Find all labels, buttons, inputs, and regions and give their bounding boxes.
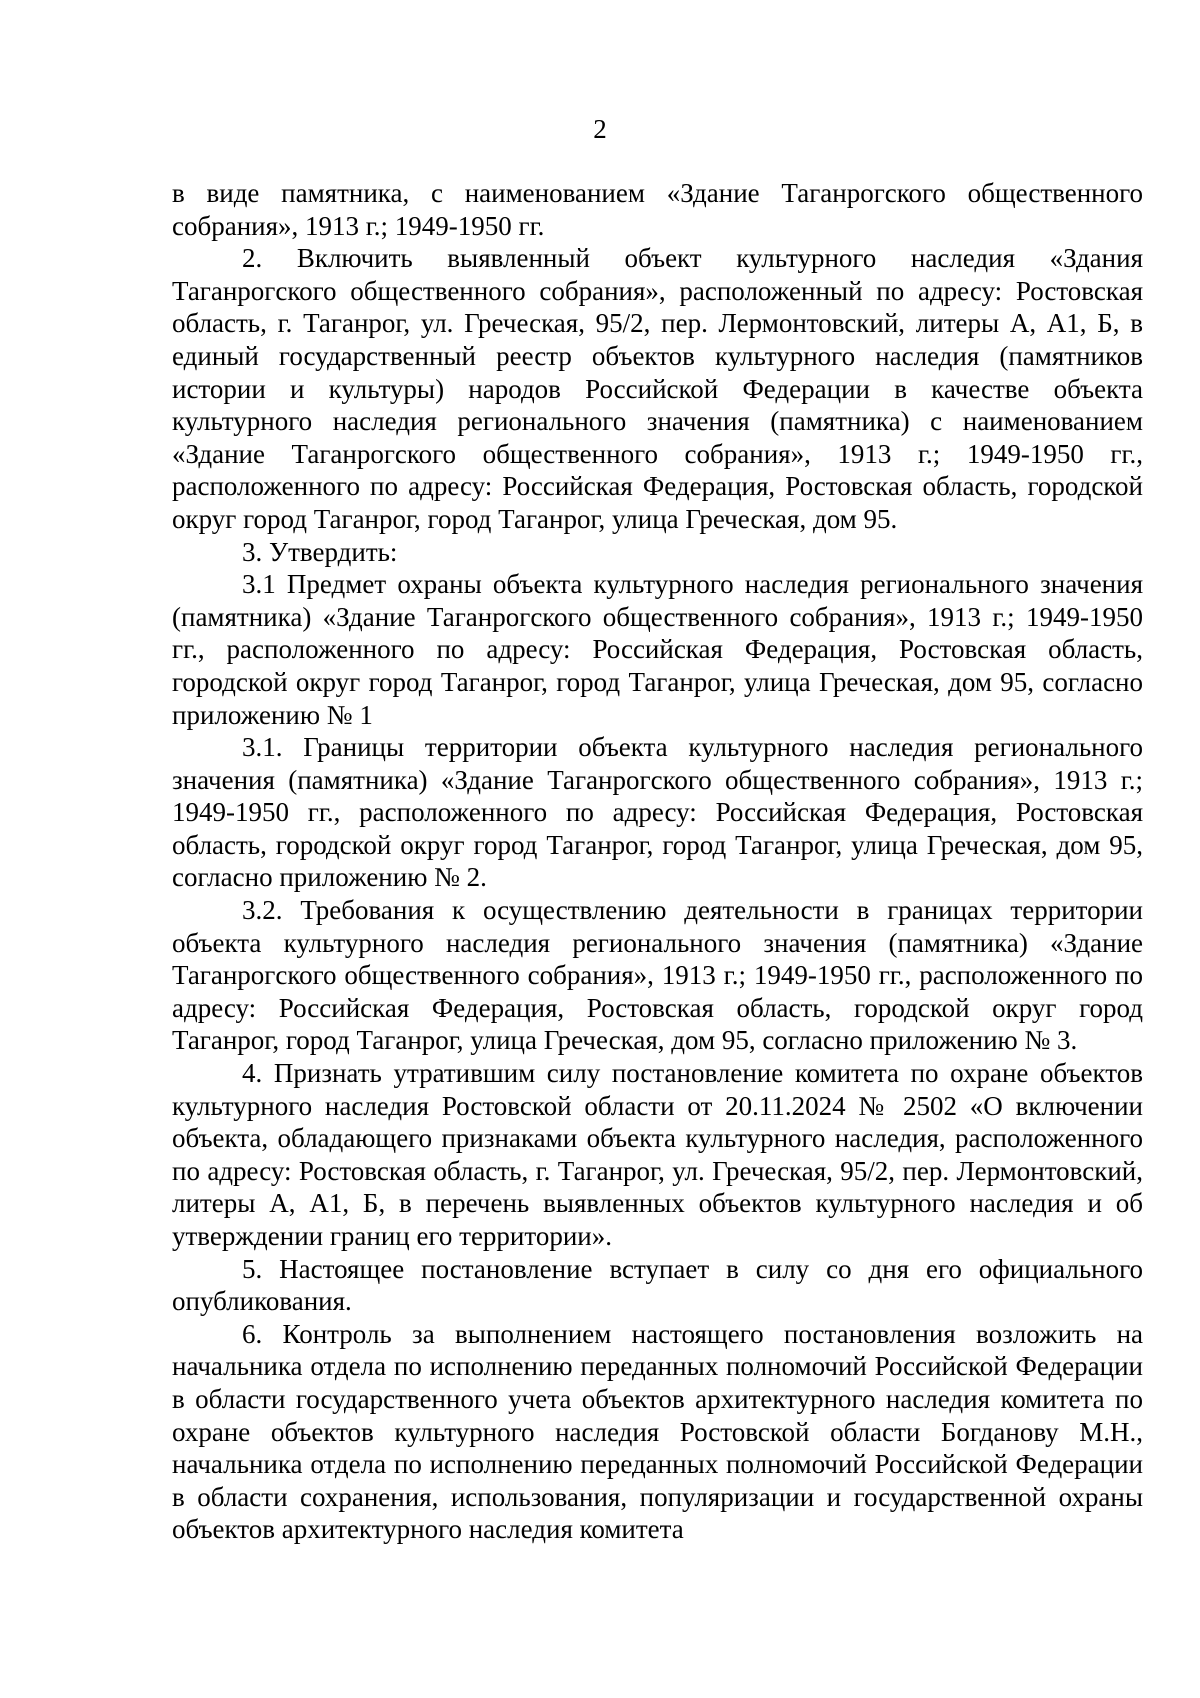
paragraph-item-3-2: 3.2. Требования к осуществлению деятельности в границах территории объекта культурного наследия регионального значения (памятника) «Здание Таганрогского общественного собрания», 1913 г.; 1949-1950 гг., расположенного по адресу: Российская Федерация, Ростовская область, городской округ город Таганрог, город Таганрог, улица Греческая, дом 95, согласно приложению № 3.: [172, 895, 1143, 1056]
paragraph-item-5: 5. Настоящее постановление вступает в силу со дня его официального опубликования.: [172, 1253, 1143, 1317]
paragraph-item-2: 2. Включить выявленный объект культурного наследия «Здания Таганрогского общественного собрания», расположенный по адресу: Ростовская область, г. Таганрог, ул. Греческая, 95/2, пер. Лермонтовский, литеры А, А1, Б, в единый государственный реестр объектов культурного наследия (памятников истории и культуры) народов Российской Федерации в качестве объекта культурного наследия регионального значения (памятника) с наименованием «Здание Таганрогского общественного собрания», 1913 г.; 1949-1950 гг., расположенного по адресу: Российская Федерация, Ростовская область, городской округ город Таганрог, город Таганрог, улица Греческая, дом 95.: [172, 243, 1143, 534]
paragraph-item-6: 6. Контроль за выполнением настоящего постановления возложить на начальника отдела по исполнению переданных полномочий Российской Федерации в области государственного учета объектов архитектурного наследия комитета по охране объектов культурного наследия Ростовской области Богданову М.Н., начальника отдела по исполнению переданных полномочий Российской Федерации в области сохранения, использования, популяризации и государственной охраны объектов архитектурного наследия комитета: [172, 1318, 1143, 1545]
paragraph-item-3-1-boundaries: 3.1. Границы территории объекта культурного наследия регионального значения (памятника) «Здание Таганрогского общественного собрания», 1913 г.; 1949-1950 гг., расположенного по адресу: Российская Федерация, Ростовская область, городской округ город Таганрог, город Таганрог, улица Греческая, дом 95, согласно приложению № 2.: [172, 732, 1143, 893]
page-number: 2: [593, 114, 607, 144]
document-body: [172, 177, 1143, 1546]
paragraph-item-4: 4. Признать утратившим силу постановление комитета по охране объектов культурного наследия Ростовской области от 20.11.2024 № 2502 «О включении объекта, обладающего признаками объекта культурного наследия, расположенного по адресу: Ростовская область, г. Таганрог, ул. Греческая, 95/2, пер. Лермонтовский, литеры А, А1, Б, в перечень выявленных объектов культурного наследия и об утверждении границ его территории».: [172, 1058, 1143, 1251]
paragraph-continuation: в виде памятника, с наименованием «Здание Таганрогского общественного собрания», 1913 г.; 1949-1950 гг.: [172, 178, 1143, 241]
paragraph-item-3: 3. Утвердить:: [242, 536, 398, 567]
paragraph-item-3-1-subject: 3.1 Предмет охраны объекта культурного наследия регионального значения (памятника) «Здание Таганрогского общественного собрания», 1913 г.; 1949-1950 гг., расположенного по адресу: Российская Федерация, Ростовская область, городской округ город Таганрог, город Таганрог, улица Греческая, дом 95, согласно приложению № 1: [172, 569, 1143, 730]
